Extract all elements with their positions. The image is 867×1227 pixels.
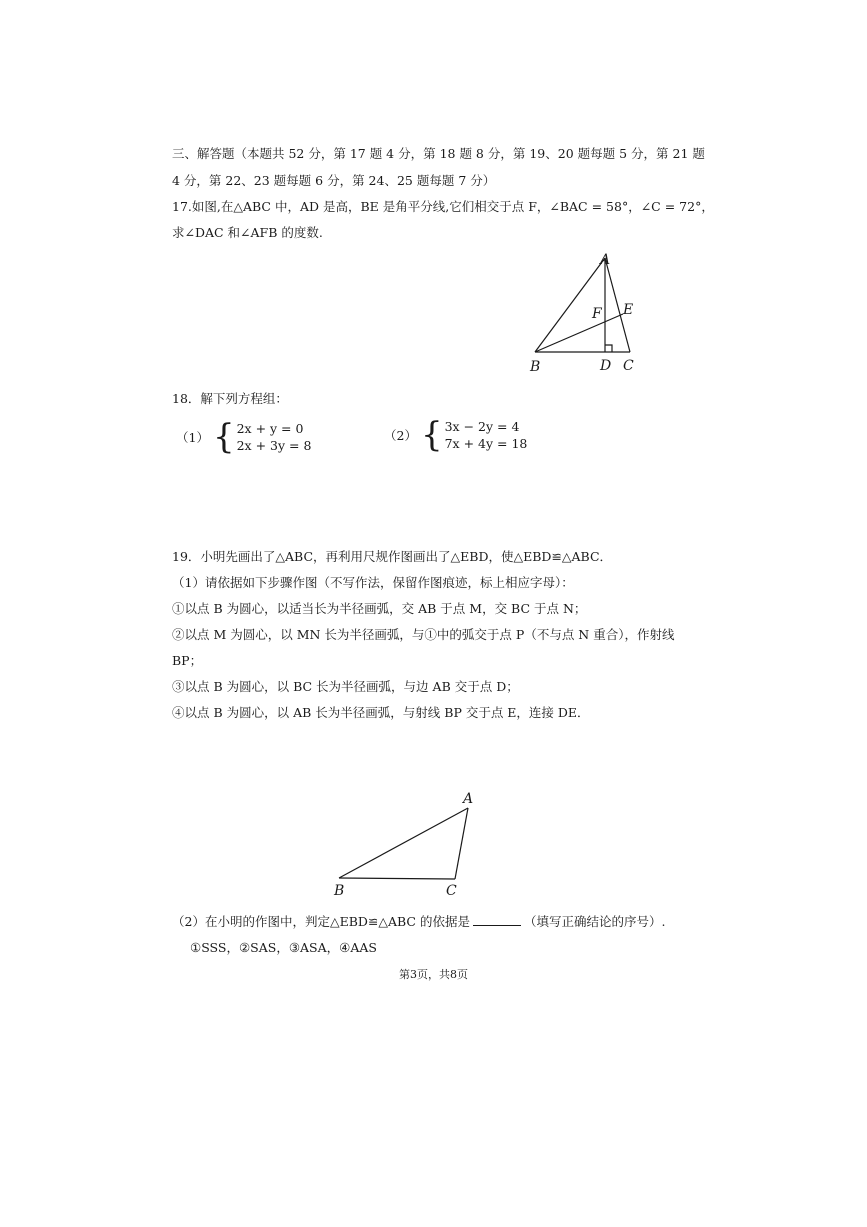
segment-bc (339, 878, 455, 879)
segment-be-bisector (535, 314, 623, 352)
q19-step3: ③以点 B 为圆心，以 BC 长为半径画弧，与边 AB 交于点 D； (172, 679, 519, 694)
q18-part1-eq1: 2x + y = 0 (236, 421, 304, 436)
q18-part1-label: （1） (176, 430, 209, 445)
q19-part2-before: （2）在小明的作图中，判定△EBD≌△ABC 的依据是 (172, 914, 470, 929)
q19-triangle-figure (325, 785, 485, 900)
q19-part1: （1）请依据如下步骤作图（不写作法，保留作图痕迹，标上相应字母）： (172, 575, 574, 590)
label-c: C (623, 358, 634, 374)
q18-part2-eq2: 7x + 4y = 18 (444, 436, 528, 451)
label-a: A (600, 252, 611, 268)
segment-ab (535, 258, 605, 352)
q18-part2-label: （2） (384, 428, 417, 443)
section-heading-line1: 三、解答题（本题共 52 分，第 17 题 4 分，第 18 题 8 分，第 19、20 题每题 5 分，第 21 题 (172, 146, 705, 161)
label-b: B (334, 883, 345, 899)
page-footer: 第3页，共8页 (399, 968, 468, 981)
q19-options: ①SSS，②SAS，③ASA，④AAS (190, 940, 377, 955)
brace-icon: { (420, 415, 443, 455)
label-c: C (446, 883, 457, 899)
label-d: D (600, 358, 612, 374)
label-a: A (463, 791, 474, 807)
segment-ab (339, 808, 468, 878)
q17-text-line1: 17.如图,在△ABC 中，AD 是高，BE 是角平分线,它们相交于点 F，∠BAC = 58°，∠C = 72°， (172, 199, 714, 214)
q19-step4: ④以点 B 为圆心，以 AB 长为半径画弧，与射线 BP 交于点 E，连接 DE． (172, 705, 590, 720)
segment-ac (455, 808, 468, 879)
q19-step1: ①以点 B 为圆心，以适当长为半径画弧，交 AB 于点 M，交 BC 于点 N； (172, 601, 587, 616)
q17-triangle-figure (520, 248, 650, 378)
q19-step2b: BP； (172, 653, 203, 668)
q19-intro: 19．小明先画出了△ABC，再利用尺规作图画出了△EBD，使△EBD≌△ABC． (172, 549, 613, 564)
q18-title: 18．解下列方程组： (172, 391, 288, 406)
section-heading-line2: 4 分，第 22、23 题每题 6 分，第 24、25 题每题 7 分） (172, 173, 496, 188)
q18-part1-eq2: 2x + 3y = 8 (236, 438, 312, 453)
q18-system-1 (176, 417, 312, 457)
label-e: E (623, 302, 634, 318)
label-b: B (530, 359, 541, 375)
q19-step2a: ②以点 M 为圆心，以 MN 长为半径画弧，与①中的弧交于点 P（不与点 N 重合），作射线 (172, 627, 675, 642)
q19-part2-after: （填写正确结论的序号）. (523, 914, 666, 929)
q17-text-line2: 求∠DAC 和∠AFB 的度数. (172, 225, 323, 240)
q19-part2 (172, 913, 665, 931)
q18-system-2 (384, 415, 528, 455)
brace-icon: { (212, 417, 235, 457)
label-f: F (592, 306, 602, 322)
right-angle-mark (605, 345, 612, 352)
q18-part2-eq1: 3x − 2y = 4 (444, 419, 520, 434)
answer-blank[interactable] (473, 913, 521, 926)
